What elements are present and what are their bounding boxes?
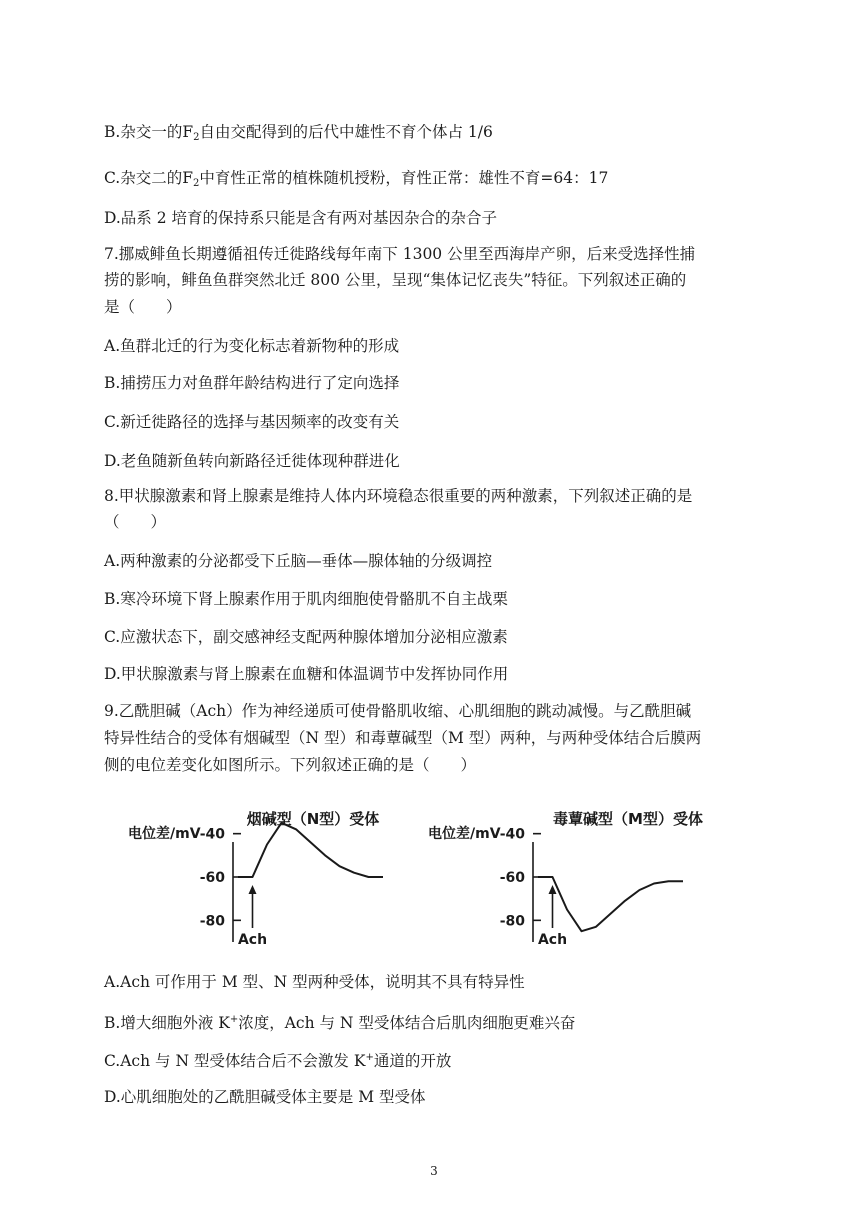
q6-option-b — [104, 121, 493, 149]
q8-option-a: A.两种激素的分泌都受下丘脑—垂体—腺体轴的分级调控 — [104, 552, 493, 570]
q7-option-a: A.鱼群北迁的行为变化标志着新物种的形成 — [104, 337, 400, 355]
q9-option-b-text: B.增大细胞外液 K — [104, 1014, 230, 1032]
y-tick-label: -80 — [499, 913, 525, 930]
y-tick-label: -80 — [199, 913, 225, 930]
ach-label: Ach — [537, 932, 568, 948]
q9-option-b-text-2: 浓度，Ach 与 N 型受体结合后肌肉细胞更难兴奋 — [238, 1014, 576, 1032]
q6-option-c — [104, 167, 608, 195]
superscript-plus: + — [365, 1052, 374, 1063]
y-axis-label: 电位差/mV — [428, 826, 501, 842]
membrane-potential-figure — [118, 792, 718, 952]
ach-arrow-head — [249, 885, 257, 894]
potential-curve — [238, 823, 383, 877]
q7-option-b: B.捕捞压力对鱼群年龄结构进行了定向选择 — [104, 374, 400, 392]
q8-stem-line-2: （ ） — [104, 513, 167, 531]
subscript-2: 2 — [193, 178, 200, 189]
q8-option-c: C.应激状态下，副交感神经支配两种腺体增加分泌相应激素 — [104, 628, 508, 646]
y-tick-label: -60 — [499, 870, 525, 886]
subscript-2: 2 — [193, 132, 200, 143]
q6-option-d: D.品系 2 培育的保持系只能是含有两对基因杂合的杂合子 — [104, 209, 498, 227]
q8-stem-line-1: 8.甲状腺激素和肾上腺素是维持人体内环境稳态很重要的两种激素，下列叙述正确的是 — [104, 487, 693, 505]
q9-option-c-text-2: 通道的开放 — [373, 1052, 452, 1070]
page-number: 3 — [430, 1164, 438, 1178]
q8-option-d: D.甲状腺激素与肾上腺素在血糖和体温调节中发挥协同作用 — [104, 665, 509, 683]
membrane-potential-charts — [118, 792, 718, 952]
q9-option-d: D.心肌细胞处的乙酰胆碱受体主要是 M 型受体 — [104, 1088, 426, 1106]
potential-curve — [538, 877, 683, 931]
q6-option-b-text-2: 自由交配得到的后代中雄性不育个体占 1/6 — [199, 123, 493, 141]
superscript-plus: + — [229, 1014, 239, 1025]
y-tick-label: -60 — [199, 870, 225, 886]
q6-option-c-text-2: 中育性正常的植株随机授粉，育性正常：雄性不育=64：17 — [199, 169, 609, 187]
q7-option-d: D.老鱼随新鱼转向新路径迁徙体现种群进化 — [104, 452, 400, 470]
y-tick-label: -40 — [199, 826, 225, 843]
ach-label: Ach — [237, 932, 268, 948]
q9-option-c — [104, 1047, 451, 1072]
chart-title: 毒蕈碱型（M型）受体 — [553, 810, 703, 828]
q7-stem-line-1: 7.挪威鲱鱼长期遵循祖传迁徙路线每年南下 1300 公里至西海岸产卵，后来受选择性捕 — [104, 245, 696, 263]
q8-option-b: B.寒冷环境下肾上腺素作用于肌肉细胞使骨骼肌不自主战栗 — [104, 590, 508, 608]
q9-option-c-text: C.Ach 与 N 型受体结合后不会激发 K — [104, 1052, 366, 1070]
chart-title: 烟碱型（N型）受体 — [246, 810, 380, 828]
q9-stem-line-1: 9.乙酰胆碱（Ach）作为神经递质可使骨骼肌收缩、心肌细胞的跳动减慢。与乙酰胆碱 — [104, 702, 692, 720]
q7-stem-line-2: 捞的影响，鲱鱼鱼群突然北迁 800 公里，呈现“集体记忆丧失”特征。下列叙述正确的 — [104, 271, 687, 289]
q6-option-b-text: B.杂交一的F — [104, 123, 194, 141]
y-axis-label: 电位差/mV — [128, 826, 201, 842]
q9-option-a: A.Ach 可作用于 M 型、N 型两种受体，说明其不具有特异性 — [104, 973, 525, 991]
q9-stem-line-3: 侧的电位差变化如图所示。下列叙述正确的是（ ） — [104, 756, 477, 774]
ach-arrow-head — [549, 885, 557, 894]
q9-stem-line-2: 特异性结合的受体有烟碱型（N 型）和毒蕈碱型（M 型）两种，与两种受体结合后膜两 — [104, 729, 702, 747]
y-tick-label: -40 — [499, 826, 525, 843]
q7-stem-line-3: 是（ ） — [104, 298, 182, 316]
q7-option-c: C.新迁徙路径的选择与基因频率的改变有关 — [104, 413, 400, 431]
q6-option-c-text: C.杂交二的F — [104, 169, 193, 187]
q9-option-b — [104, 1009, 575, 1034]
